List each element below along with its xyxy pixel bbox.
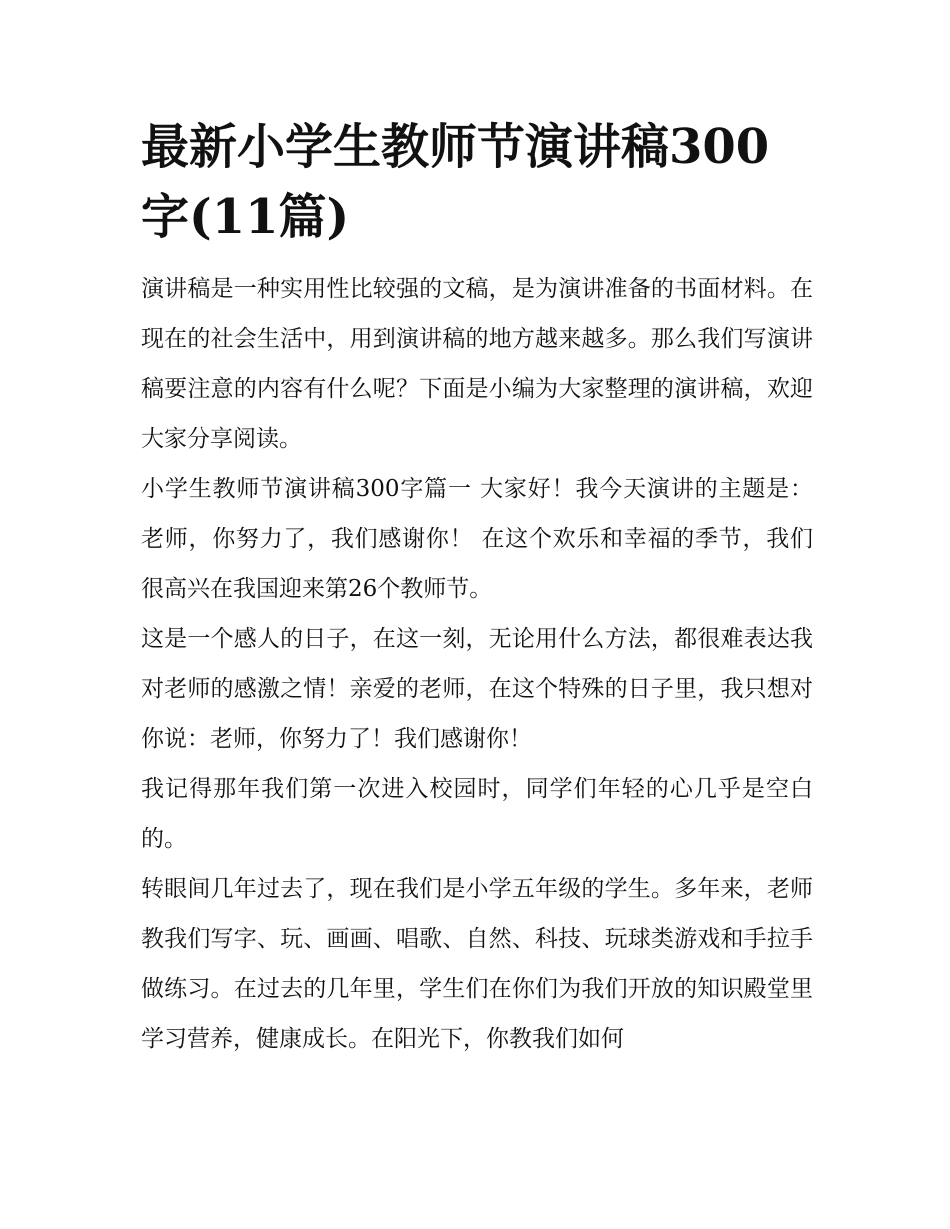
paragraph-years-passed: 转眼间几年过去了，现在我们是小学五年级的学生。多年来，老师教我们写字、玩、画画、唱歌、自然、科技、玩球类游戏和手拉手做练习。在过去的几年里，学生们在你们为我们开放的知识殿堂里学习营养，健康成长。在阳光下，你教我们如何 (141, 876, 813, 1052)
paragraph-speech-opening: 小学生教师节演讲稿300字篇一 大家好！我今天演讲的主题是：老师，你努力了，我们感谢你！ 在这个欢乐和幸福的季节，我们很高兴在我国迎来第26个教师节。 (141, 476, 813, 602)
document-title: 最新小学生教师节演讲稿300字(11篇) (141, 119, 770, 245)
paragraph-memory: 我记得那年我们第一次进入校园时，同学们年轻的心几乎是空白的。 (141, 776, 813, 852)
paragraph-gratitude: 这是一个感人的日子，在这一刻，无论用什么方法，都很难表达我对老师的感激之情！亲爱的老师，在这个特殊的日子里，我只想对你说：老师，你努力了！我们感谢你！ (141, 626, 813, 752)
paragraph-intro: 演讲稿是一种实用性比较强的文稿，是为演讲准备的书面材料。在现在的社会生活中，用到演讲稿的地方越来越多。那么我们写演讲稿要注意的内容有什么呢？下面是小编为大家整理的演讲稿，欢迎大家分享阅读。 (141, 276, 813, 452)
document-page (141, 112, 813, 1064)
